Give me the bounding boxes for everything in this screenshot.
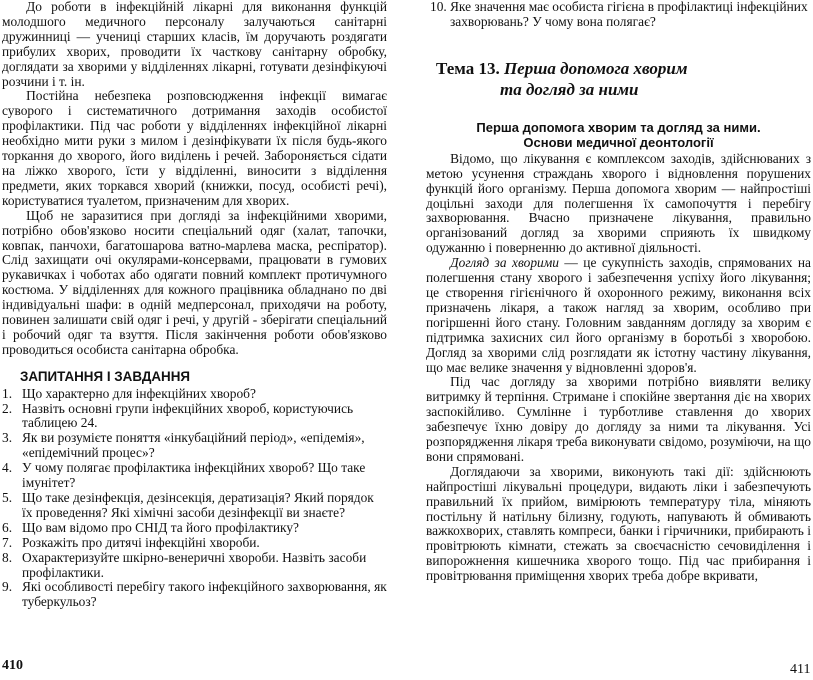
- item-number: 2.: [2, 400, 13, 416]
- page-number-left: 410: [2, 658, 23, 673]
- list-item: [2, 431, 387, 461]
- item-number: 4.: [2, 460, 13, 476]
- left-page: [2, 0, 387, 610]
- item-number: 7.: [2, 534, 13, 550]
- item-text: Що вам відомо про СНІД та його профілактику?: [22, 519, 299, 535]
- item-number: 10.: [430, 0, 447, 14]
- item-number: 9.: [2, 579, 13, 595]
- paragraph: [426, 256, 811, 375]
- list-item: [2, 387, 387, 402]
- topic-title-continued: та догляд за ними: [500, 79, 639, 99]
- questions-list: [2, 387, 387, 611]
- item-text: Що характерно для інфекційних хвороб?: [22, 385, 256, 401]
- paragraph-text: — це сукупність заходів, спрямованих на полегшення стану хворого і забезпечення успіху його лікування; це створення гігієнічного й охоронного режиму, виконання всіх призначень лікаря, а також нагляд за хворим, особливо при погіршенні його стану. Головним завданням догляду за хворим є підтримка захисних сил його організму в боротьбі з хворобою. Догляд за хворими слід розглядати як істотну частину лікування, що має велике значення у відновленні здоров'я.: [426, 255, 811, 375]
- term-italic: Догляд за хворими: [450, 255, 559, 271]
- paragraph: Під час догляду за хворими потрібно виявляти велику витримку й терпіння. Стримане і спокійне звертання діє на хворих заспокійливо. Сумлінне і турботливе ставлення до хворих забезпечує їхню довіру до догляду за ними та лікування. Усі розпорядження лікаря треба виконувати свідомо, розуміючи, на що вони спрямовані.: [426, 374, 811, 464]
- list-item: [2, 521, 387, 536]
- paragraph: Доглядаючи за хворими, виконують такі дії: здійснюють найпростіші лікувальні процедури, видають ліки і забезпечують правильний їх прийом, вимірюють температуру тіла, міняють постільну й натільну білизну, годують, напувають й обмивають важкохворих, ставлять компреси, банки і гірчичники, прибирають і провітрюють кімнати, стежать за своєчасністю сечовиділення і випорожнення кишечника хворого тощо. Під час прибирання і провітрювання приміщення хворих треба добре вкривати,: [426, 463, 811, 584]
- list-item: [2, 402, 387, 432]
- section-heading-line: Перша допомога хворим та догляд за ними.: [476, 119, 761, 135]
- item-number: 8.: [2, 549, 13, 565]
- item-text: У чому полягає профілактика інфекційних хвороб? Що таке імунітет?: [22, 460, 366, 491]
- section-heading: [426, 120, 811, 150]
- list-item: [2, 461, 387, 491]
- topic-label: Тема 13.: [436, 58, 500, 78]
- item-number: 5.: [2, 490, 13, 505]
- paragraph: До роботи в інфекційній лікарні для виконання функцій молодшого медичного персоналу залучаються санітарні дружинниці — учениці старших класів, їм доручають роздягати прибулих хворих, проводити їх часткову санітарну обробку, доглядати за хворими у відділеннях лікарні, готувати дезінфікуючі розчини і т. ін.: [2, 0, 387, 89]
- item-number: 6.: [2, 519, 13, 535]
- questions-heading: ЗАПИТАННЯ І ЗАВДАННЯ: [20, 368, 190, 384]
- list-item: [2, 551, 387, 581]
- page-number-right: 411: [790, 662, 811, 677]
- topic-title: Перша допомога хворим: [503, 58, 688, 78]
- list-item: [2, 491, 387, 521]
- item-text: Які особливості перебігу такого інфекційного захворювання, як туберкульоз?: [22, 579, 387, 610]
- section-heading-line: Основи медичної деонтології: [523, 134, 714, 150]
- right-page: [426, 0, 811, 584]
- item-text: Як ви розумієте поняття «інкубаційний період», «епідемія», «епідемічний процес»?: [22, 430, 365, 461]
- item-text: Яке значення має особиста гігієна в профілактиці інфекційних захворювань? У чому вона полягає?: [450, 0, 808, 29]
- item-text: Розкажіть про дитячі інфекційні хвороби.: [22, 534, 260, 550]
- list-item: [426, 0, 811, 30]
- item-text: Охарактеризуйте шкірно-венеричні хвороби. Назвіть засоби профілактики.: [22, 549, 367, 580]
- paragraph: Відомо, що лікування є комплексом заходів, здійснюваних з метою усунення страждань хворого і відновлення порушених функцій його організму. Перша допомога хворим — найпростіші доцільні заходи для полегшення їх самопочуття і перебігу захворювання. Вчасно призначене лікування, правильно організований догляд за хворими сприяють їх швидкому одужанню і поверненню до активної діяльності.: [426, 150, 811, 256]
- item-text: Що таке дезінфекція, дезінсекція, дератизація? Який порядок їх проведення? Які хімічні засоби дезінфекції ви знаєте?: [22, 490, 374, 520]
- item-number: 1.: [2, 385, 13, 401]
- paragraph: Щоб не заразитися при догляді за інфекційними хворими, потрібно обов'язково носити спеціальний одяг (халат, тапочки, ковпак, панчохи, багатошарова ватно-марлева маска, респіратор). Слід захищати очі окулярами-консервами, працювати в гумових рукавичках і чоботах або одягати повний комплект протичумного костюма. У відділеннях для кожного працівника обладнано по дві індивідуальні шафи: в одній медперсонал, приходячи на роботу, повинен залишати свій одяг і речі, у другій - зберігати спеціальний і робочий одяг та взуття. Після закінчення роботи обов'язково проводиться особиста санітарна обробка.: [2, 207, 387, 357]
- paragraph: Постійна небезпека розповсюдження інфекції вимагає суворого і систематичного дотримання заходів особистої профілактики. Під час роботи у відділеннях інфекційної лікарні необхідно мити руки з милом і дезінфікувати їх після будь-якого торкання до хворого, його виділень і речей. Забороняється сідати на ліжко хворого, їсти у відділенні, виносити з відділення предмети, яких торкався хворий (книжки, посуд, особисті речі), користуватися туалетом, призначеним для хворих.: [2, 88, 387, 208]
- item-text: Назвіть основні групи інфекційних хвороб, користуючись таблицею 24.: [22, 400, 354, 431]
- item-number: 3.: [2, 430, 13, 446]
- topic-heading: [436, 58, 811, 79]
- list-item: [2, 580, 387, 610]
- list-item: [2, 536, 387, 551]
